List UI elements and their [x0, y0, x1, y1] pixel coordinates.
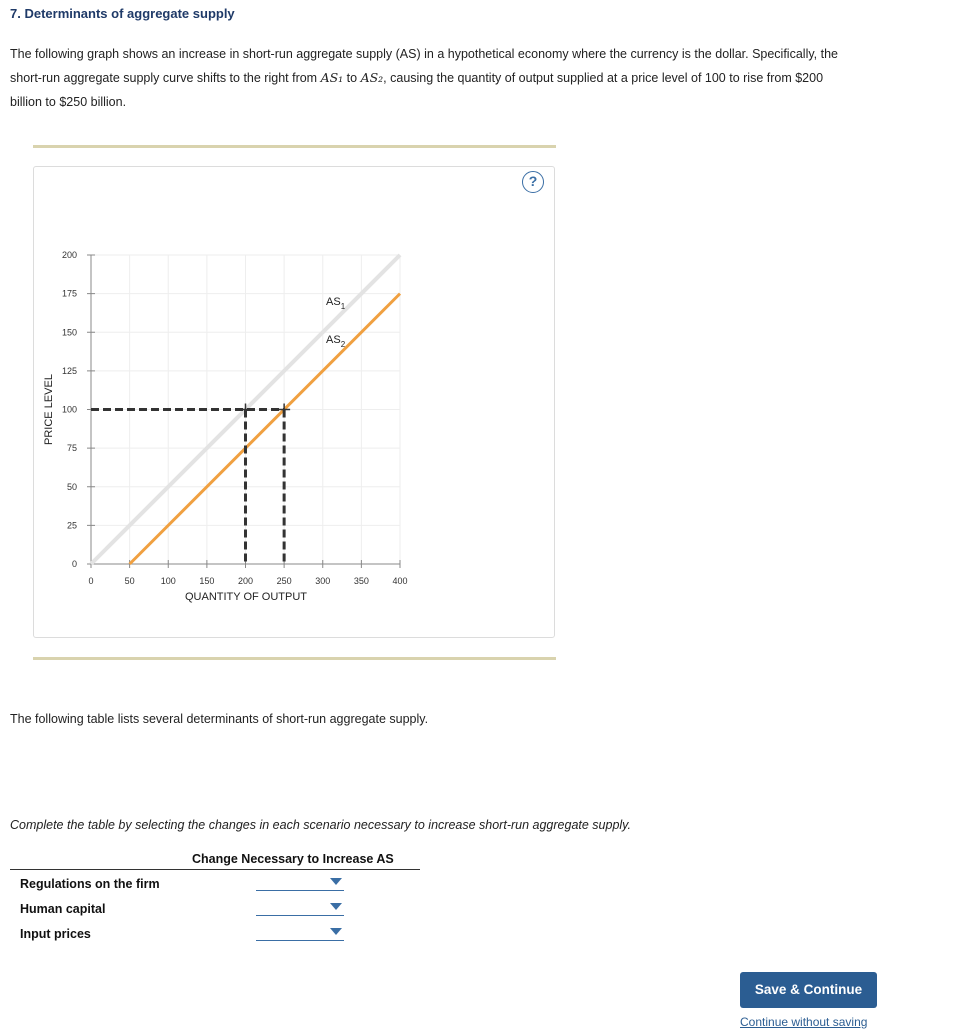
intro-line-1: The following graph shows an increase in short-run aggregate supply (AS) in a hypothetical economy where the currency is the dollar. Specifically, the: [10, 47, 838, 61]
as2-curve: [130, 294, 400, 564]
chevron-down-icon: [330, 903, 342, 910]
intro-line-2a: short-run aggregate supply curve shifts to the right from: [10, 71, 321, 85]
y-axis-label: PRICE LEVEL: [43, 374, 55, 445]
x-tick-label: 50: [124, 576, 135, 586]
continue-without-saving-link[interactable]: Continue without saving: [740, 1015, 868, 1029]
graph-bottom-divider: [33, 657, 556, 660]
row-label-regulations: Regulations on the firm: [20, 877, 160, 891]
x-tick-label: 0: [88, 576, 94, 586]
intro-line-3: billion to $250 billion.: [10, 95, 127, 109]
table-instruction: Complete the table by selecting the changes in each scenario necessary to increase short-run aggregate supply.: [10, 818, 631, 832]
regulations-dropdown[interactable]: [256, 874, 344, 891]
y-tick-label: 175: [61, 288, 77, 299]
x-axis-label: QUANTITY OF OUTPUT: [184, 591, 308, 603]
y-tick-label: 50: [66, 481, 77, 492]
y-tick-label: 0: [71, 559, 77, 569]
x-tick-label: 350: [353, 576, 369, 586]
human-capital-dropdown[interactable]: [256, 899, 344, 916]
intro-line-2b: to: [343, 71, 361, 85]
save-continue-button[interactable]: Save & Continue: [740, 972, 877, 1008]
x-tick-label: 250: [276, 576, 292, 586]
table-column-header: Change Necessary to Increase AS: [192, 852, 394, 866]
as2-label: $AS_2$: [326, 334, 346, 349]
x-tick-label: 300: [315, 576, 331, 586]
y-tick-label: 150: [61, 327, 77, 338]
help-icon[interactable]: ?: [522, 171, 544, 193]
row-label-input-prices: Input prices: [20, 927, 91, 941]
table-header-divider: [10, 869, 420, 870]
x-tick-label: 100: [160, 576, 176, 586]
as2-math: AS₂: [360, 70, 384, 85]
as1-label: $AS_1$: [326, 296, 346, 311]
y-tick-label: 200: [61, 250, 77, 260]
input-prices-dropdown[interactable]: [256, 924, 344, 941]
x-tick-label: 200: [237, 576, 254, 586]
chevron-down-icon: [330, 878, 342, 885]
y-tick-label: 75: [66, 443, 77, 454]
chevron-down-icon: [330, 928, 342, 935]
as1-math: AS₁: [320, 70, 344, 85]
y-tick-label: 25: [66, 520, 77, 531]
x-tick-label: 150: [199, 576, 215, 586]
x-tick-label: 400: [392, 576, 408, 586]
table-intro: The following table lists several determinants of short-run aggregate supply.: [10, 712, 429, 726]
intro-line-2c: , causing the quantity of output supplied at a price level of 100 to rise from $200: [383, 71, 824, 85]
row-label-human-capital: Human capital: [20, 902, 106, 916]
y-tick-label: 125: [61, 365, 77, 376]
y-tick-label: 100: [61, 404, 77, 415]
question-title: 7. Determinants of aggregate supply: [10, 6, 235, 21]
